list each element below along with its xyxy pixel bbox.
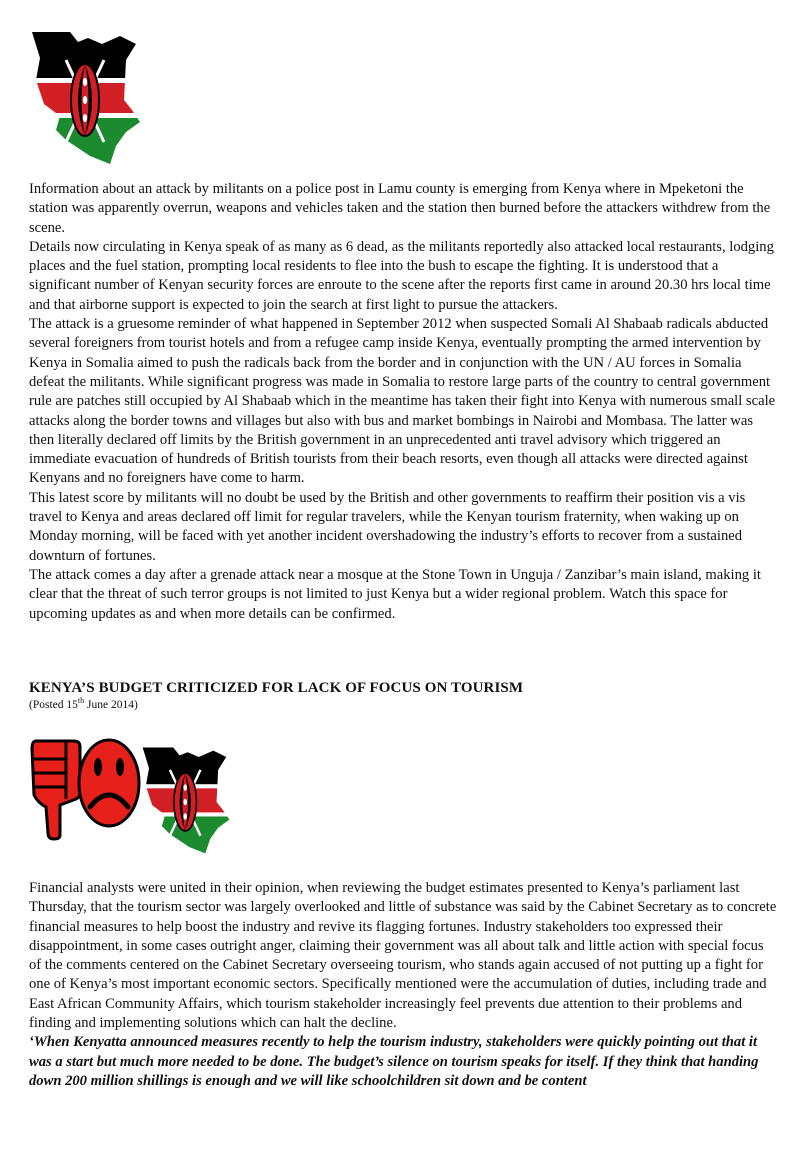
kenya-flag-map-icon: [30, 30, 142, 165]
article-paragraph: Financial analysts were united in their opinion, when reviewing the budget estimates presented to Kenya’s parliament last Thursday, that the tourism sector was largely overlooked and little of substance was said by the Cabinet Secretary as to concrete financial measures to help boost the industry and revive its flagging fortunes. Industry stakeholders too expressed their disappointment, in some cases outright anger, claiming their government was all about talk and little action with special focus of the comments centered on the Cabinet Secretary overseeing tourism, who stands again accused of not putting up a fight for one of Kenya’s most important economic sectors. Specifically mentioned were the accumulation of duties, including trade and East African Community Affairs, which tourism stakeholder increasingly feel prevents due attention to their problems and finding and implementing solutions which can halt the decline.: [29, 880, 777, 1032]
posted-date-suffix: June 2014): [84, 699, 138, 711]
article-paragraph: Details now circulating in Kenya speak of as many as 6 dead, as the militants reportedly also attacked local restaurants, lodging places and the fuel station, prompting local residents to flee into the bush to escape the fighting. It is understood that a significant number of Kenyan security forces are enroute to the scene after the reports first came in around 20.30 hrs local time and that airborne support is expected to join the search at first light to pursue the attackers.: [29, 238, 774, 313]
article-paragraph: Information about an attack by militants on a police post in Lamu county is emerging from Kenya where in Mpeketoni the station was apparently overrun, weapons and vehicles taken and the station then burned before the attackers withdrew from the scene.: [29, 181, 771, 236]
article-headline: KENYA’S BUDGET CRITICIZED FOR LACK OF FOCUS ON TOURISM: [29, 680, 524, 696]
sad-face-icon: [76, 737, 142, 829]
article-paragraph: The attack is a gruesome reminder of what happened in September 2012 when suspected Somali Al Shabaab radicals abducted several foreigners from tourist hotels and from a refugee camp inside Kenya, eventually prompting the armed intervention by Kenya in Somalia aimed to push the radicals back from the border and in conjunction with the UN / AU forces in Somalia defeat the militants. While significant progress was made in Somalia to restore large parts of the country to central government rule are patches still occupied by Al Shabaab which in the meantime has taken their fight into Kenya with numerous small scale attacks along the border towns and villages but also with bus and market bombings in Nairobi and Mombasa. The latter was then literally declared off limits by the British government in an unprecedented anti travel advisory which triggered an immediate evacuation of hundreds of British tourists from their beach resorts, even though all attacks were directed against Kenyans and no foreigners have come to harm.: [29, 316, 776, 487]
article-body: [29, 180, 777, 624]
posted-date-suffix-ordinal: th: [77, 696, 85, 706]
article-paragraph: The attack comes a day after a grenade attack near a mosque at the Stone Town in Unguja / Zanzibar’s main island, making it clear that the threat of such terror groups is not limited to just Kenya but a wider regional problem. Watch this space for upcoming updates as and when more details can be confirmed.: [29, 566, 761, 622]
posted-date-prefix: (Posted 15: [29, 699, 78, 711]
article-paragraph: This latest score by militants will no doubt be used by the British and other governments to reaffirm their position vis a vis travel to Kenya and areas declared off limit for regular travelers, while the Kenyan tourism fraternity, when waking up on Monday morning, will be faced with yet another incident overshadowing the industry’s efforts to recover from a sustained downturn of fortunes.: [29, 489, 746, 564]
article-body-2: [29, 879, 777, 1091]
kenya-flag-map-icon: [141, 745, 231, 855]
thumbs-down-icon: [30, 737, 82, 841]
article-quote: ‘When Kenyatta announced measures recently to help the tourism industry, stakeholders were quickly pointing out that it was a start but much more needed to be done. The budget’s silence on tourism speaks for itself. If they think that handing down 200 million shillings is enough and we will like schoolchildren sit down and be content: [29, 1034, 759, 1089]
posted-date: [29, 696, 138, 711]
